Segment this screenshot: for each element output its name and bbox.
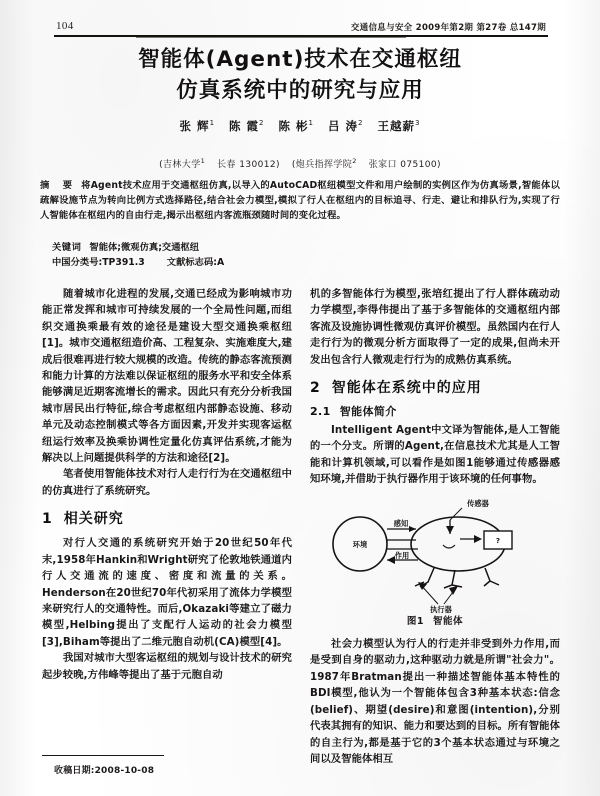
author-5-affil-marker: 3 (414, 119, 421, 128)
subsection-2-1-title: 智能体简介 (339, 405, 397, 419)
clc-label: 中国分类号: (52, 257, 103, 268)
classification-line (52, 255, 552, 270)
received-date: 收稿日期:2008-10-08 (54, 766, 155, 777)
footnote-rule (42, 755, 164, 756)
figure-1-caption (310, 614, 560, 630)
header-rule-secondary (136, 37, 406, 38)
page-number: 104 (56, 20, 74, 32)
sensor-leader-line (450, 508, 462, 520)
author-4-affil-marker: 2 (358, 119, 364, 128)
actuator-label-text: 执行器 (430, 604, 452, 614)
right-subsection-paragraph-1: Intelligent Agent中文译为智能体,是人工智能的一个分支。所谓的Agent,在信息技术尤其是人工智能和计算机领域,可以看作是如图1能够通过传感器感知环境,并借助于执行器作用于该环境的任何事物。 (310, 424, 560, 486)
keywords-value: 智能体;微观仿真;交通枢纽 (89, 242, 200, 253)
right-paragraph-1: 机的多智能体行为模型,张培红提出了行人群体疏动动力学模型,李得伟提出了基于多智能体的交通枢纽内部客流及设施协调性微观仿真评价模型。虽然国内在行人走行行为的微观分析方面取得了一定的成果,但尚未开发出包含行人微观走行行为的成熟仿真系统。 (310, 288, 560, 366)
journal-citation: 交通信息与安全 2009年第2期 第27卷 总147期 (350, 23, 546, 33)
abstract-text: 将Agent技术应用于交通枢纽仿真,以导入的AutoCAD枢纽模型文件和用户绘制的实例区作为仿真场景,智能体以疏解设施节点为转向比例方式选择路径,结合社会力模型,模拟了行人在枢纽内的目标追寻、行走、避让和排队行为,实现了行人智能体在枢纽内的自由行走,揭示出枢纽内客流瓶颈随时间的变化过程。 (40, 180, 560, 222)
question-mark-text: ? (495, 535, 501, 545)
title-line-1: 智能体(Agent)技术在交通枢纽 (138, 47, 462, 72)
right-column (310, 286, 560, 767)
author-5: 王越薪 (377, 119, 415, 133)
author-1: 张 辉 (179, 119, 210, 133)
left-paragraph-1: 随着城市化进程的发展,交通已经成为影响城市功能正常发挥和城市可持续发展的一个全局性问题,而组织交通换乘最有效的途径是建设大型交通换乘枢纽[1]。城市交通枢纽造价高、工程复杂、实施难度大,建成后很难再进行较大规模的改造。传统的静态客流预测和能力计算的方法难以保证枢纽的服务水平和安全体系能够满足近期客流增长的需求。因此只有充分分析我国城市居民出行特征,综合考虑枢纽内部静态设施、移动单元及动态控制模式等各方面因素,开发并实现客运枢纽运行效率及换乘协调性定量化仿真评估系统,才能为解决以上问题提供科学的方法和途径[2]。 (42, 288, 292, 465)
left-section-paragraph-2: 我国对城市大型客运枢纽的规划与设计技术的研究起步较晚,方伟峰等提出了基于元胞自动 (42, 652, 292, 681)
page-title (0, 44, 600, 106)
keywords-label: 关键词 (52, 242, 82, 253)
affiliation-2-city: 张家口 075100) (368, 160, 441, 170)
section-2-number: 2 (310, 380, 321, 397)
internal-arrowhead (474, 535, 482, 543)
subsection-heading-2-1 (310, 404, 560, 420)
actuator-foot-3 (484, 581, 490, 586)
author-3-affil-marker: 1 (308, 119, 314, 128)
left-paragraph-2: 笔者使用智能体技术对行人走行行为在交通枢纽中的仿真进行了系统研究。 (42, 468, 292, 497)
affiliation-1-city: 长春 130012) (217, 160, 280, 170)
section-heading-1 (42, 509, 292, 529)
footnote-block (42, 755, 292, 776)
affiliation-2-name: (炮兵指挥学院 (291, 160, 353, 170)
sensor-arrowhead (446, 526, 454, 534)
section-2-title: 智能体在系统中的应用 (331, 380, 482, 397)
figure-1-agent-diagram (310, 492, 560, 614)
author-2: 陈 霞 (229, 119, 260, 133)
figure-1-title: 智能体 (433, 615, 464, 627)
keywords-line (52, 240, 552, 255)
affiliation-1-marker: 1 (200, 157, 206, 165)
abstract-block (40, 178, 560, 224)
affiliation-1-name: (吉林大学 (159, 160, 201, 170)
section-1-title: 相关研究 (63, 511, 124, 528)
environment-label-text: 环境 (352, 539, 368, 549)
left-section-paragraph-1: 对行人交通的系统研究开始于20世纪50年代末,1958年Hankin和Wright研究了伦敦地铁通道内行人交通流的速度、密度和流量的关系。Henderson在20世纪70年代初采用了流体力学模型来研究行人的交通特性。而后,Okazaki等建立了磁力模型,Helbing提出了支配行人运动的社会力模型[3],Biham等提出了二维元胞自动机(CA)模型[4]。 (42, 537, 292, 648)
doc-code-value: A (216, 257, 225, 268)
author-1-affil-marker: 1 (209, 119, 216, 128)
section-1-number: 1 (42, 511, 53, 528)
internal-curve (443, 545, 455, 548)
title-line-2: 仿真系统中的研究与应用 (176, 78, 424, 103)
doc-code-label: 文献标志码: (166, 257, 217, 268)
author-3: 陈 彬 (278, 119, 309, 133)
sensor-label-text: 传感器 (467, 498, 489, 508)
section-heading-2 (310, 378, 560, 398)
abstract-label: 摘 要 (40, 180, 78, 191)
act-label-text: 作用 (394, 550, 410, 560)
author-2-affil-marker: 2 (259, 119, 265, 128)
author-list (0, 118, 600, 134)
clc-value: TP391.3 (102, 257, 145, 268)
agent-diagram-svg (310, 492, 560, 614)
affiliation-line (0, 157, 600, 170)
figure-1-number: 图1 (406, 615, 425, 627)
right-after-figure-paragraph-1: 社会力模型认为行人的行走并非受到外力作用,而是受到自身的驱动力,这种驱动力就是所谓"社会力"。1987年Bratman提出一种描述智能体基本特性的BDI模型,他认为一个智能体包含3种基本状态:信念(belief)、期望(desire)和意图(intention),分别代表其拥有的知识、能力和要达到的目标。所有智能体的自主行为,都是基于它的3个基本状态通过与环境之间以及智能体相互 (310, 638, 560, 765)
author-4: 吕 涛 (328, 119, 359, 133)
affiliation-2-marker: 2 (352, 157, 357, 165)
subsection-2-1-number: 2.1 (310, 405, 331, 419)
running-head (56, 20, 546, 36)
left-column (42, 286, 292, 683)
perceive-arrowhead (409, 526, 416, 532)
actuator-leader-2-head (449, 586, 458, 595)
perceive-label-text: 感知 (393, 518, 409, 528)
